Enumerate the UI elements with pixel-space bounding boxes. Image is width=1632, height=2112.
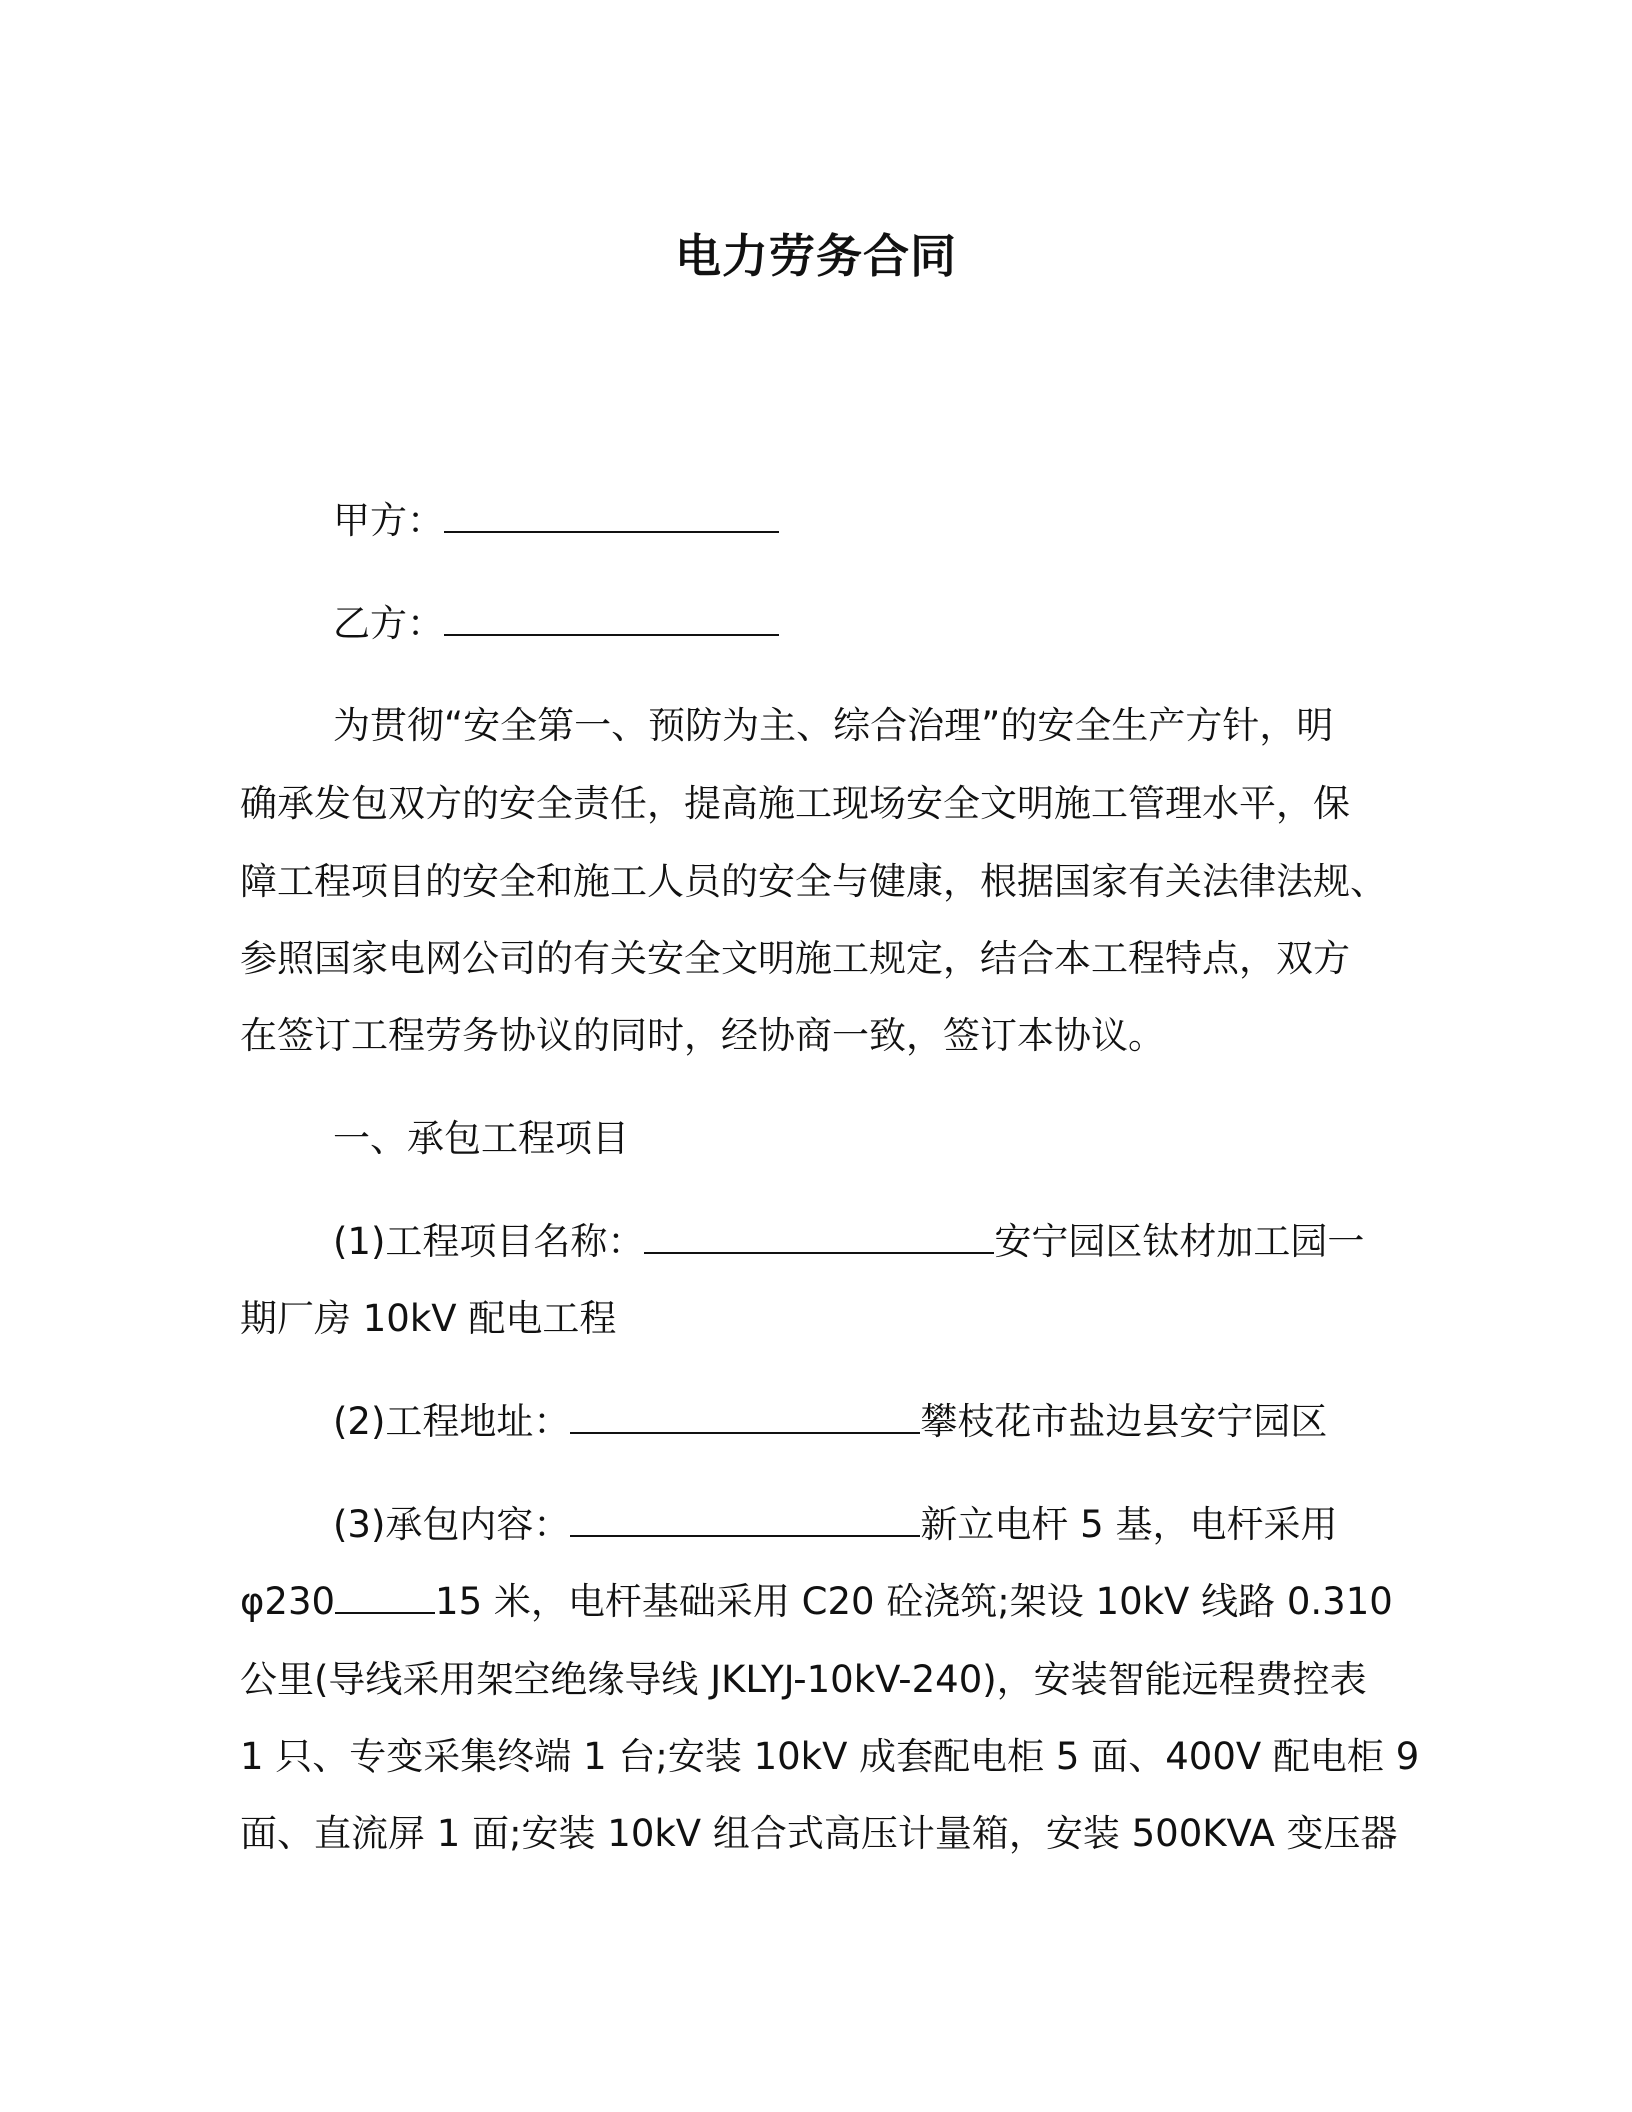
section1-heading: 一、承包工程项目 (333, 1117, 629, 1160)
item3-value: 新立电杆 5 基，电杆采用 (920, 1503, 1338, 1546)
item1-blank (644, 1218, 994, 1254)
item3-blank (570, 1501, 920, 1537)
intro-line-1: 为贯彻“安全第一、预防为主、综合治理”的安全生产方针，明 (333, 704, 1334, 747)
item3-spec-pre: φ230 (240, 1580, 336, 1623)
party-b-line (333, 600, 779, 648)
item2-line (333, 1398, 1327, 1446)
item1-label: (1)工程项目名称： (333, 1220, 645, 1263)
item3-line (333, 1501, 1337, 1549)
party-a-blank (444, 497, 779, 533)
item2-blank (570, 1398, 920, 1434)
item3-spec-post: 15 米，电杆基础采用 C20 砼浇筑;架设 10kV 线路 0.310 (435, 1580, 1393, 1623)
party-b-label: 乙方： (333, 602, 444, 645)
intro-line-4: 参照国家电网公司的有关安全文明施工规定，结合本工程特点，双方 (240, 937, 1350, 980)
document-title: 电力劳务合同 (675, 229, 957, 283)
item1-value: 安宁园区钛材加工园一 (994, 1220, 1365, 1263)
item3-spec-blank (335, 1578, 435, 1614)
intro-line-2: 确承发包双方的安全责任，提高施工现场安全文明施工管理水平，保 (240, 782, 1350, 825)
party-a-line (333, 497, 779, 545)
party-b-blank (444, 600, 779, 636)
item3-label: (3)承包内容： (333, 1503, 571, 1546)
item1-line (333, 1218, 1364, 1266)
intro-line-3: 障工程项目的安全和施工人员的安全与健康，根据国家有关法律法规、 (240, 860, 1387, 903)
item3-line-4: 1 只、专变采集终端 1 台;安装 10kV 成套配电柜 5 面、400V 配电柜 9 (240, 1735, 1420, 1778)
item1-continuation: 期厂房 10kV 配电工程 (240, 1297, 617, 1340)
party-a-label: 甲方： (333, 499, 444, 542)
item3-line-3: 公里(导线采用架空绝缘导线 JKLYJ-10kV-240)，安装智能远程费控表 (240, 1658, 1367, 1701)
item3-line-5: 面、直流屏 1 面;安装 10kV 组合式高压计量箱，安装 500KVA 变压器 (240, 1812, 1398, 1855)
item3-line-2 (240, 1578, 1393, 1626)
intro-line-5: 在签订工程劳务协议的同时，经协商一致，签订本协议。 (240, 1014, 1165, 1057)
item2-label: (2)工程地址： (333, 1400, 571, 1443)
item2-value: 攀枝花市盐边县安宁园区 (920, 1400, 1328, 1443)
